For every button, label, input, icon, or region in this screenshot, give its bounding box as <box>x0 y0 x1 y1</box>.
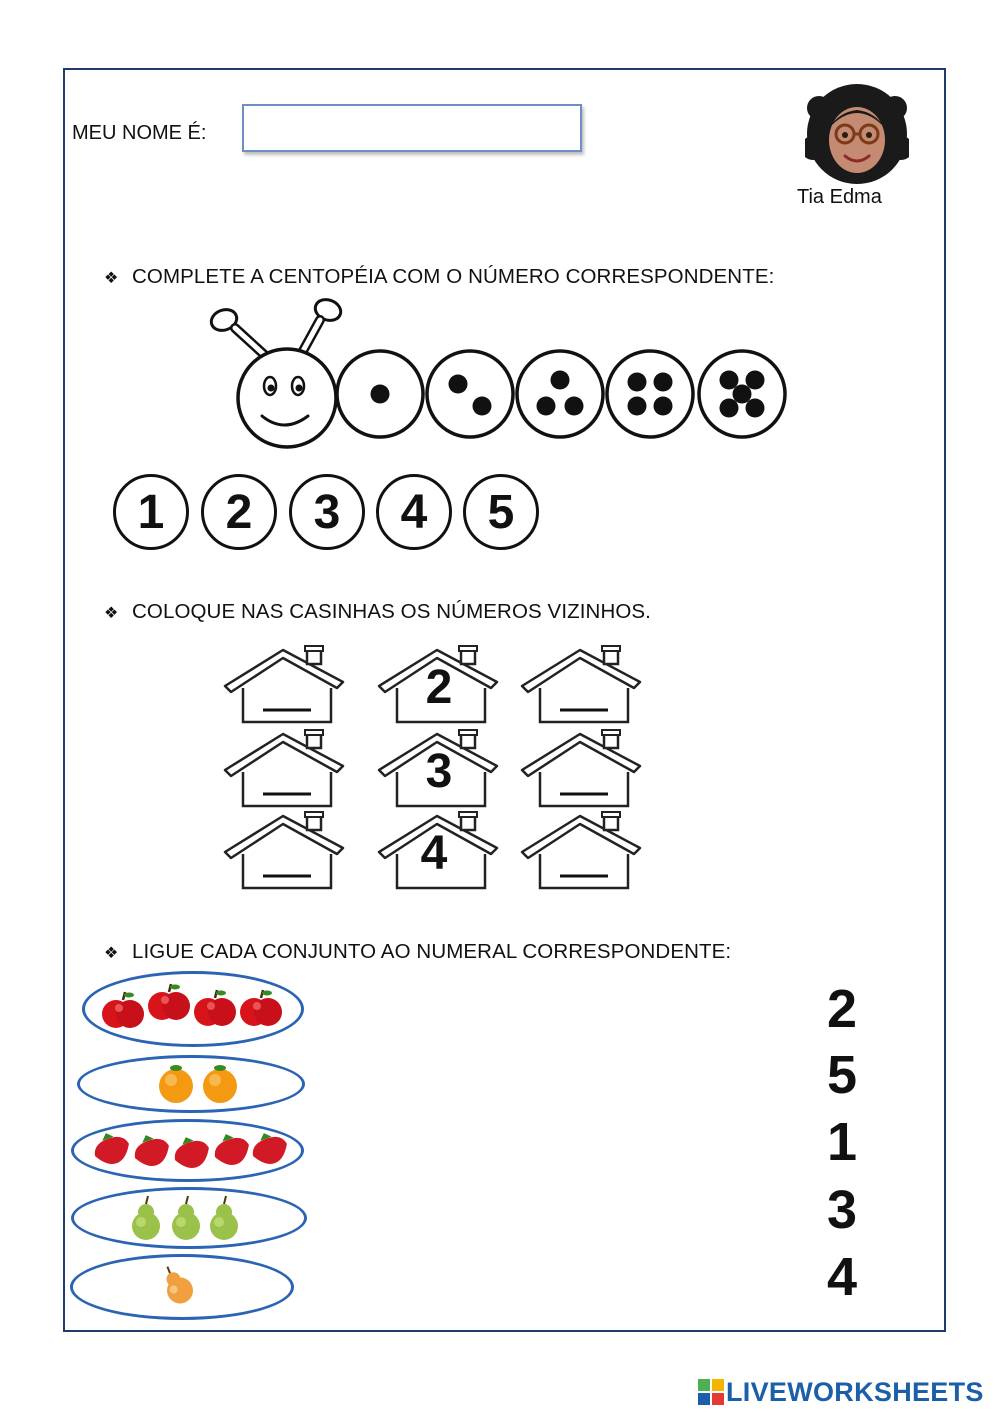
dot <box>628 397 647 416</box>
dot <box>565 397 584 416</box>
dot <box>654 373 673 392</box>
name-input[interactable] <box>242 104 582 152</box>
numeral-5[interactable]: 5 <box>826 1045 858 1105</box>
brand-text: LIVEWORKSHEETS <box>726 1376 984 1407</box>
apple-icon <box>240 990 282 1026</box>
apple-icon <box>194 990 236 1026</box>
dot <box>551 371 570 390</box>
apple-icon <box>148 984 190 1020</box>
centipede <box>200 298 800 458</box>
name-label: MEU NOME É: <box>72 122 207 144</box>
dot <box>628 373 647 392</box>
pear-icon <box>210 1196 238 1240</box>
house-icon[interactable] <box>225 646 343 722</box>
house-icon[interactable] <box>225 730 343 806</box>
strawberry-icon <box>247 1127 292 1169</box>
strawberry-icon <box>209 1128 254 1170</box>
dot <box>371 385 390 404</box>
strawberries-group <box>74 1122 301 1179</box>
instruction-2-text: COLOQUE NAS CASINHAS OS NÚMEROS VIZINHOS. <box>132 600 651 623</box>
house-icon[interactable] <box>522 730 640 806</box>
teacher-avatar <box>805 78 909 186</box>
diamond-bullet-icon: ❖ <box>104 270 119 287</box>
dot <box>746 371 765 390</box>
house-number-2: 2 <box>425 661 453 714</box>
set-single-pear[interactable] <box>70 1254 294 1320</box>
house-icon[interactable] <box>522 646 640 722</box>
numeral-2[interactable]: 2 <box>826 979 858 1039</box>
house-icon[interactable] <box>225 812 343 888</box>
set-apples[interactable] <box>82 971 304 1047</box>
dot <box>537 397 556 416</box>
number-option-5[interactable]: 5 <box>463 474 539 550</box>
diamond-bullet-icon: ❖ <box>104 605 119 622</box>
oranges-group <box>80 1058 302 1110</box>
house-icon[interactable] <box>522 812 640 888</box>
dot <box>473 397 492 416</box>
liveworksheets-icon <box>698 1379 726 1405</box>
instruction-3 <box>104 940 731 964</box>
set-pears[interactable] <box>71 1187 307 1249</box>
centipede-segment-3[interactable] <box>517 351 603 437</box>
number-option-1[interactable]: 1 <box>113 474 189 550</box>
dot <box>746 399 765 418</box>
centipede-head <box>208 298 343 447</box>
instruction-2 <box>104 600 651 624</box>
apples-group <box>85 974 300 1044</box>
number-option-3[interactable]: 3 <box>289 474 365 550</box>
house-number-3: 3 <box>425 745 453 798</box>
pear-icon <box>155 1261 198 1309</box>
strawberry-icon <box>89 1127 134 1169</box>
number-option-4[interactable]: 4 <box>376 474 452 550</box>
numeral-4[interactable]: 4 <box>826 1247 858 1307</box>
instruction-3-text: LIGUE CADA CONJUNTO AO NUMERAL CORRESPONDENTE: <box>132 940 732 963</box>
centipede-segment-1[interactable] <box>337 351 423 437</box>
instruction-1 <box>104 265 774 289</box>
strawberry-icon <box>169 1131 214 1173</box>
liveworksheets-logo <box>698 1378 984 1406</box>
dot <box>449 375 468 394</box>
set-strawberries[interactable] <box>71 1119 304 1182</box>
single-pear-group <box>73 1257 291 1317</box>
instruction-1-text: COMPLETE A CENTOPÉIA COM O NÚMERO CORRESPONDENTE: <box>132 265 775 288</box>
pear-icon <box>132 1196 160 1240</box>
dot <box>720 371 739 390</box>
strawberry-icon <box>129 1129 174 1171</box>
teacher-name: Tia Edma <box>797 186 882 208</box>
centipede-segment-2[interactable] <box>427 351 513 437</box>
number-option-2[interactable]: 2 <box>201 474 277 550</box>
dot <box>733 385 752 404</box>
centipede-segment-5[interactable] <box>699 351 785 437</box>
centipede-segments <box>337 351 785 437</box>
set-oranges[interactable] <box>77 1055 305 1113</box>
apple-icon <box>102 992 144 1028</box>
orange-icon <box>203 1065 237 1103</box>
diamond-bullet-icon: ❖ <box>104 945 119 962</box>
house-number-4: 4 <box>420 827 448 880</box>
dot <box>654 397 673 416</box>
numeral-3[interactable]: 3 <box>826 1180 858 1240</box>
pear-icon <box>172 1196 200 1240</box>
numeral-1[interactable]: 1 <box>826 1112 858 1172</box>
centipede-segment-4[interactable] <box>607 351 693 437</box>
pears-group <box>74 1190 304 1246</box>
orange-icon <box>159 1065 193 1103</box>
dot <box>720 399 739 418</box>
